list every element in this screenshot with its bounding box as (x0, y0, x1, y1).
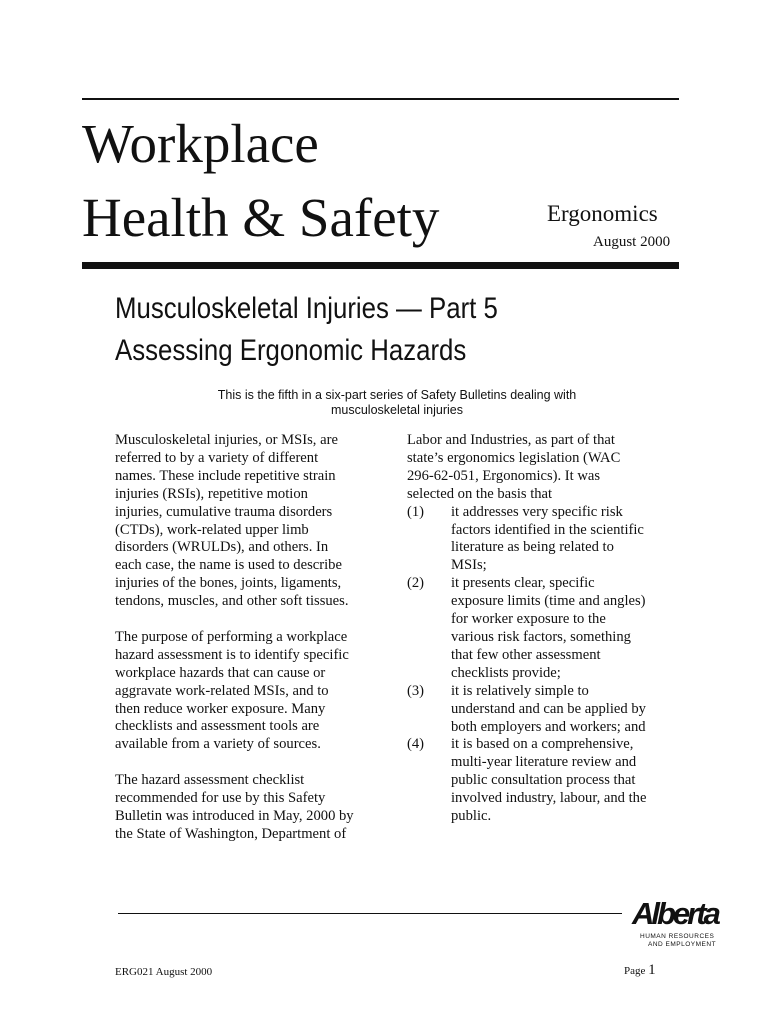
text-line: aggravate work-related MSIs, and to (115, 682, 329, 699)
text-line: both employers and workers; and (451, 718, 646, 735)
alberta-logo (632, 897, 727, 953)
logo-subtitle-1: HUMAN RESOURCES (640, 933, 715, 940)
list-item (407, 683, 669, 737)
left-column (115, 432, 375, 844)
right-column (407, 432, 669, 826)
text-line: public. (451, 808, 492, 825)
list-item-number: (1) (407, 503, 425, 520)
text-line: it addresses very specific risk (451, 503, 623, 520)
headline-line-1: Musculoskeletal Injuries — Part 5 (115, 292, 498, 325)
list-item-number: (2) (407, 575, 425, 592)
logo-subtitle-2: AND EMPLOYMENT (648, 941, 717, 948)
text-line: The purpose of performing a workplace (115, 628, 348, 645)
logo-wordmark: Alberta (632, 896, 718, 931)
text-line: selected on the basis that (407, 485, 553, 502)
category-label: Ergonomics (547, 201, 658, 226)
list-item (407, 504, 669, 576)
text-line: (CTDs), work-related upper limb (115, 521, 309, 538)
text-line: each case, the name is used to describe (115, 557, 342, 574)
header-thick-rule (82, 262, 679, 269)
page-number (624, 962, 656, 979)
text-line: Bulletin was introduced in May, 2000 by (115, 808, 354, 824)
issue-date: August 2000 (593, 234, 671, 250)
text-line: The hazard assessment checklist (115, 772, 305, 789)
title-line-2: Health & Safety (82, 187, 440, 248)
text-line: multi-year literature review and (451, 754, 637, 771)
text-line: referred to by a variety of different (115, 449, 319, 466)
page-number-value: 1 (648, 962, 656, 978)
text-line: the State of Washington, Department of (115, 825, 347, 842)
title-line-1: Workplace (82, 113, 319, 174)
paragraph-3 (115, 772, 375, 844)
intro-line-2: musculoskeletal injuries (330, 403, 463, 417)
paragraph-gap (115, 754, 375, 772)
text-line: checklists and assessment tools are (115, 718, 320, 735)
right-intro (407, 432, 669, 504)
text-line: available from a variety of sources. (115, 736, 321, 753)
text-line: literature as being related to (451, 539, 614, 556)
list-item-number: (3) (407, 682, 425, 699)
text-line: it presents clear, specific (451, 575, 595, 592)
text-line: then reduce worker exposure. Many (115, 700, 326, 717)
text-line: factors identified in the scientific (451, 521, 644, 538)
paragraph-gap (115, 611, 375, 629)
text-line: for worker exposure to the (451, 611, 606, 628)
text-line: it is relatively simple to (451, 682, 589, 699)
list-item-number: (4) (407, 736, 425, 753)
text-line: injuries, cumulative trauma disorders (115, 503, 333, 520)
list-item (407, 575, 669, 682)
text-line: understand and can be applied by (451, 700, 646, 717)
text-line: various risk factors, something (451, 628, 631, 645)
text-line: it is based on a comprehensive, (451, 736, 634, 753)
text-line: Labor and Industries, as part of that (407, 432, 615, 448)
text-line: exposure limits (time and angles) (451, 593, 646, 610)
list-item (407, 736, 669, 826)
intro-line-1: This is the fifth in a six-part series of Safety Bulletins dealing with (217, 388, 577, 402)
text-line: involved industry, labour, and the (451, 790, 647, 807)
intro-text (115, 388, 679, 418)
text-line: 296-62-051, Ergonomics). It was (407, 467, 601, 484)
text-line: checklists provide; (451, 664, 561, 681)
text-line: hazard assessment is to identify specific (115, 646, 349, 663)
text-line: state’s ergonomics legislation (WAC (407, 449, 621, 466)
text-line: injuries (RSIs), repetitive motion (115, 485, 308, 502)
text-line: public consultation process that (451, 772, 636, 789)
headline-line-2: Assessing Ergonomic Hazards (115, 334, 467, 367)
text-line: tendons, muscles, and other soft tissues. (115, 593, 349, 610)
footer-code: ERG021 August 2000 (115, 966, 213, 978)
paragraph-2 (115, 629, 375, 754)
text-line: names. These include repetitive strain (115, 467, 336, 484)
page-label: Page (624, 965, 646, 977)
paragraph-1 (115, 432, 375, 611)
text-line: MSIs; (451, 557, 487, 574)
text-line: workplace hazards that can cause or (115, 664, 326, 681)
top-rule (82, 98, 679, 100)
text-line: disorders (WRULDs), and others. In (115, 539, 329, 556)
text-line: injuries of the bones, joints, ligaments, (115, 575, 342, 592)
text-line: Musculoskeletal injuries, or MSIs, are (115, 432, 338, 448)
text-line: recommended for use by this Safety (115, 790, 326, 807)
footer-rule (118, 913, 622, 914)
text-line: that few other assessment (451, 646, 601, 663)
